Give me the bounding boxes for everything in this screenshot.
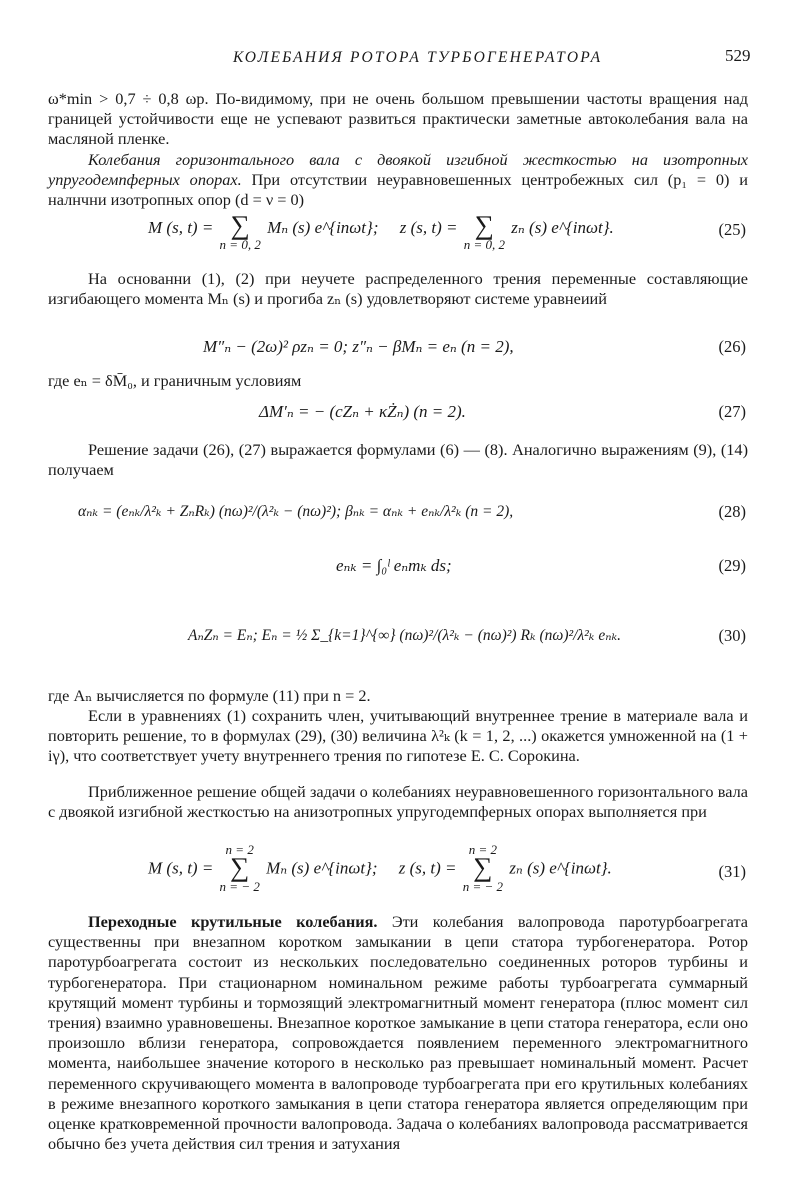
paragraph-2-text: При отсутствии неуравновешенных центробежных сил (p₁ = 0) и налнчни изотропных опор (d = ν = 0)	[48, 170, 748, 210]
page-header	[0, 46, 803, 70]
equation-25: M (s, t) = ∑ n = 0, 2 Mₙ (s) e^{inωt}; z (s, t) = ∑ n = 0, 2 zₙ (s) e^{inωt}. (25)	[148, 210, 746, 252]
eq31-mid: z (s, t) =	[398, 858, 457, 878]
equation-31: M (s, t) = n = 2 ∑ n = − 2 Mₙ (s) e^{inωt}; z (s, t) = n = 2 ∑ n = − 2 zₙ (s) e^{inωt}. (31)	[148, 842, 746, 894]
paragraph-6: где Aₙ вычисляется по формуле (11) при n = 2.	[48, 686, 371, 705]
eq31-left: M (s, t) =	[148, 858, 214, 878]
section-heading-italic: Колебания горизонтального вала с двоякой изгибной жесткостью на изотропных упругодемпферных опорах.	[48, 150, 748, 190]
eq25-term-2: zₙ (s) e^{inωt}.	[511, 218, 614, 237]
equation-number-25: (25)	[718, 220, 746, 239]
paragraph-9-text: Эти колебания валопровода паротурбоагрегата существенны при внезапном коротком замыкании в цепи статора турбогенератора. Ротор паротурбоагрегата состоит из нескольких последовательно соединенных роторов турбины и турбогенератора. При стационарном номинальном режиме работы турбоагрегата суммарный крутящий момент турбины и тормозящий электромагнитный момент генератора (плюс момент сил трения) взаимно уравновешены. Внезапное короткое замыкание в цепи статора генератора, если оно произошло вблизи генератора, сопровождается появлением переменного электромагнитного момента, наибольшее значение которого в несколько раз превышает номинальный момент. Расчет переменного скручивающего момента в валопроводе турбоагрегата при его крутильных колебаниях в режиме внезапного короткого замыкания в цепи статора генератора является определяющим при оценке кратковременной прочности валопровода. Задача о колебаниях валопровода рассматривается обычно без учета действия сил трения и затухания	[48, 912, 748, 1154]
paragraph-7: Если в уравнениях (1) сохранить член, учитывающий внутреннее трение в материале вала и повторить решение, то в формулах (29), (30) величина λ²ₖ (k = 1, 2, ...) окажется умноженной на (1 + iγ), что соответствует учету внутреннего трения по гипотезе Е. С. Сорокина.	[48, 706, 748, 766]
eq31-sum-bottom-1: n = − 2	[219, 879, 260, 894]
equation-number-27: (27)	[718, 402, 746, 421]
equation-29	[48, 540, 748, 590]
paragraph-2	[48, 150, 748, 211]
eq31-sum-top-2: n = 2	[468, 842, 498, 857]
eq25-mid: z (s, t) =	[399, 218, 458, 237]
equation-number-26: (26)	[718, 337, 746, 356]
paragraph-4: где eₙ = δM̄₀, и граничным условиям	[48, 371, 302, 390]
paragraph-1: ω*min > 0,7 ÷ 0,8 ωp. По-видимому, при не очень большом превышении частоты вращения над границей устойчивости еще не успевают развиться практически заметные автоколебания вала на масляной пленке.	[48, 89, 748, 149]
paragraph-8: Приближенное решение общей задачи о колебаниях неуравновешенного горизонтального вала с двоякой изгибной жесткостью на анизотропных упругодемпферных опорах выполняется при	[48, 782, 748, 822]
eq25-term-1: Mₙ (s) e^{inωt};	[267, 218, 379, 237]
equation-28	[48, 492, 748, 532]
paragraph-5: Решение задачи (26), (27) выражается формулами (6) — (8). Аналогично выражениям (9), (14) получаем	[48, 440, 748, 480]
page-number: 529	[725, 46, 751, 65]
paragraph-9	[48, 912, 748, 1154]
paragraph-3: На основанни (1), (2) при неучете распределенного трения переменные составляющие изгибающего момента Mₙ (s) и прогиба zₙ (s) удовлетворяют системе уравнеиий	[48, 269, 748, 309]
equation-number-31: (31)	[718, 862, 746, 881]
eq31-term-1: Mₙ (s) e^{inωt};	[266, 858, 378, 878]
eq30-body: AₙZₙ = Eₙ; Eₙ = ½ Σ_{k=1}^{∞} (nω)²/(λ²ₖ − (nω)²) Rₖ (nω)²/λ²ₖ eₙₖ.	[188, 627, 622, 644]
eq25-sum-limit-1: n = 0, 2	[219, 237, 261, 252]
eq31-sum-bottom-2: n = − 2	[462, 879, 504, 894]
equation-27	[48, 402, 748, 428]
eq28-body: αₙₖ = (eₙₖ/λ²ₖ + ZₙRₖ) (nω)²/(λ²ₖ − (nω)²); βₙₖ = αₙₖ + eₙₖ/λ²ₖ (n = 2),	[78, 503, 514, 520]
equation-number-28: (28)	[718, 502, 746, 521]
eq31-term-2: zₙ (s) e^{inωt}.	[509, 858, 612, 878]
running-title: КОЛЕБАНИЯ РОТОРА ТУРБОГЕНЕРАТОРА	[233, 49, 603, 66]
eq29-body: eₙₖ = ∫₀ˡ eₙmₖ ds;	[336, 556, 452, 575]
section-heading-bold: Переходные крутильные колебания.	[88, 912, 378, 931]
equation-number-30: (30)	[718, 626, 746, 645]
eq26-body: M″ₙ − (2ω)² ρzₙ = 0; z″ₙ − βMₙ = eₙ (n = 2),	[203, 337, 514, 356]
equation-number-29: (29)	[718, 556, 746, 575]
eq25-left: M (s, t) =	[148, 218, 214, 237]
equation-26	[48, 337, 748, 363]
eq27-body: ΔM′ₙ = − (cZₙ + κŻₙ) (n = 2).	[259, 402, 466, 421]
equation-30	[48, 598, 748, 674]
eq25-sum-limit-2: n = 0, 2	[463, 237, 506, 252]
eq31-sum-top-1: n = 2	[225, 842, 254, 857]
